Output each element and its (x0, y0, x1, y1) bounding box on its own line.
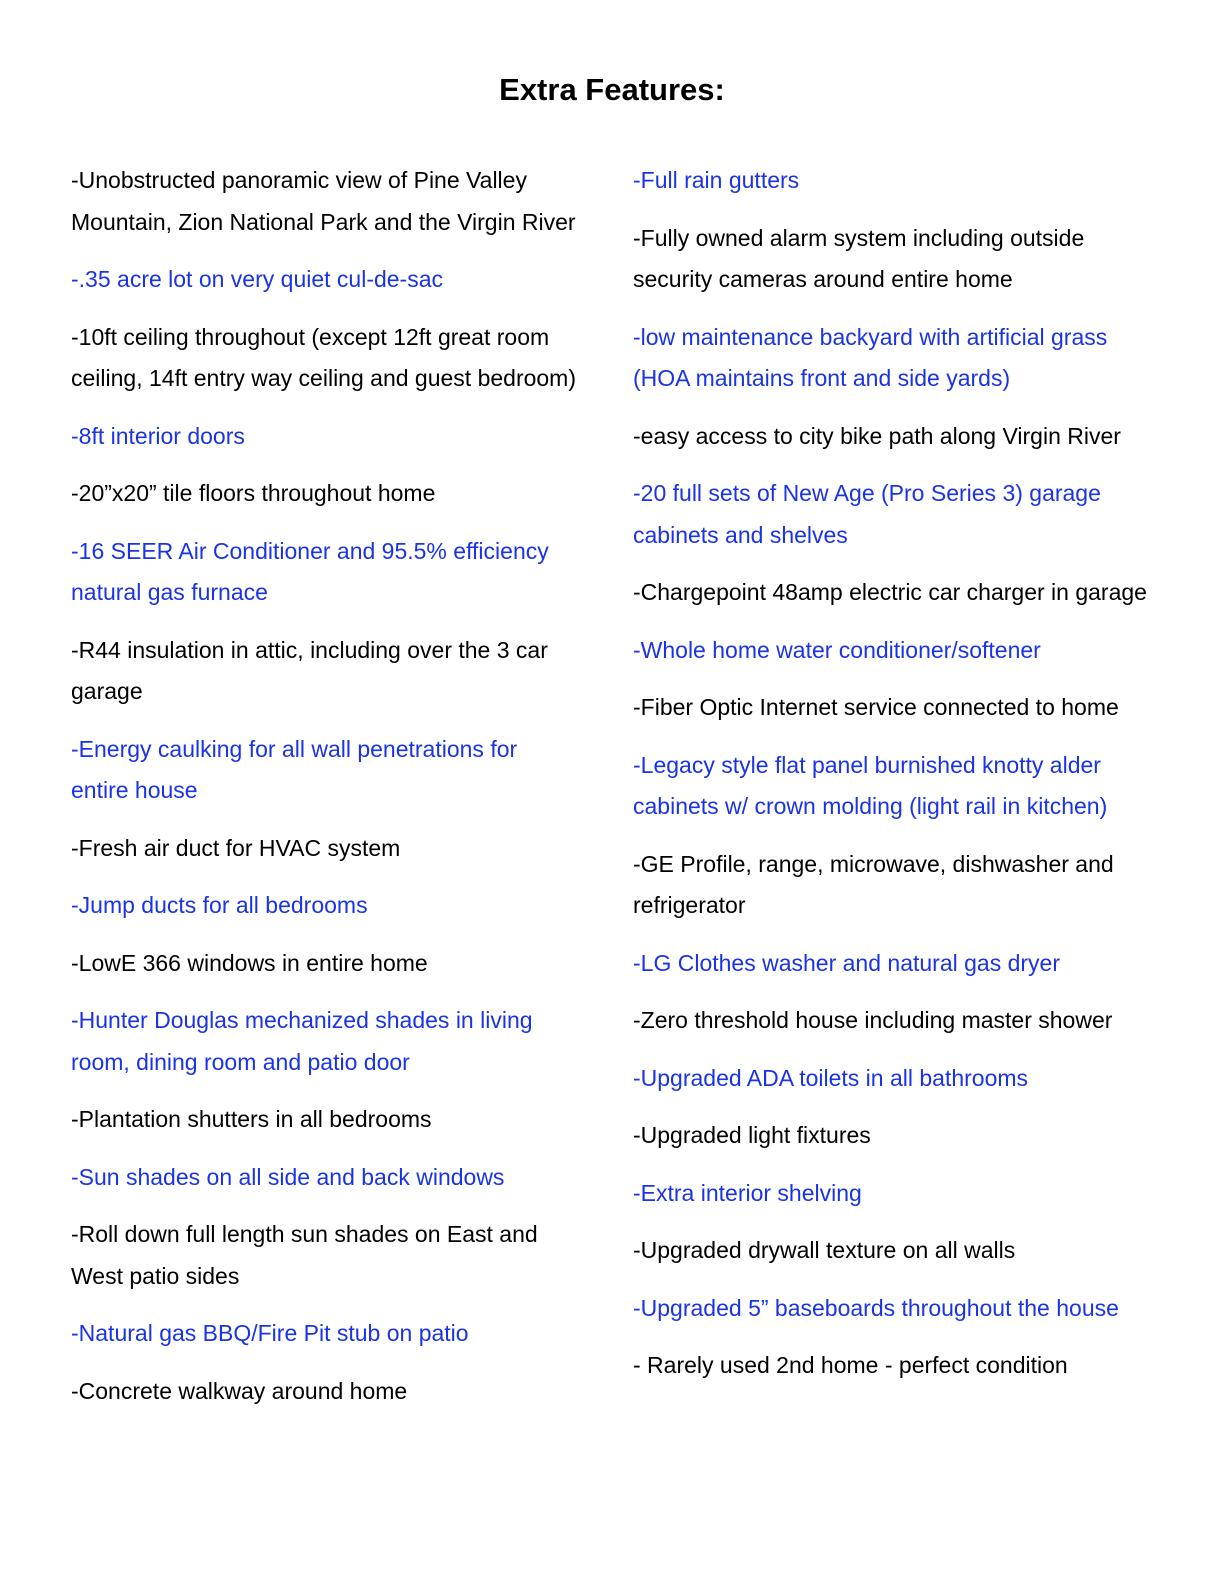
list-item: -Zero threshold house including master shower (633, 1007, 1113, 1033)
features-list-left (71, 160, 581, 1428)
list-item: -20”x20” tile floors throughout home (71, 480, 436, 506)
list-item: -Unobstructed panoramic view of Pine Valley Mountain, Zion National Park and the Virgin River (71, 167, 576, 235)
list-item: -16 SEER Air Conditioner and 95.5% efficiency natural gas furnace (71, 537, 549, 605)
list-item: -low maintenance backyard with artificial grass (HOA maintains front and side yards) (633, 323, 1108, 391)
list-item: -Concrete walkway around home (71, 1377, 408, 1404)
list-item: -Whole home water conditioner/softener (633, 636, 1041, 663)
list-item: -Full rain gutters (633, 167, 800, 193)
list-item: - Rarely used 2nd home - perfect condition (633, 1352, 1068, 1378)
list-item: -Hunter Douglas mechanized shades in living room, dining room and patio door (71, 1007, 533, 1075)
list-item: -Jump ducts for all bedrooms (71, 892, 368, 918)
list-item: -R44 insulation in attic, including over the 3 car garage (71, 636, 548, 704)
list-item: -GE Profile, range, microwave, dishwasher and refrigerator (633, 850, 1114, 918)
list-item: -10ft ceiling throughout (except 12ft great room ceiling, 14ft entry way ceiling and guest bedroom) (71, 323, 577, 391)
list-item: -Fresh air duct for HVAC system (71, 834, 401, 861)
list-item: -Sun shades on all side and back windows (71, 1163, 505, 1190)
page-title: Extra Features: (499, 72, 725, 107)
list-item: -Upgraded 5” baseboards throughout the house (633, 1294, 1119, 1321)
list-item: -LG Clothes washer and natural gas dryer (633, 949, 1060, 976)
list-item: -Extra interior shelving (633, 1179, 862, 1206)
list-item: -20 full sets of New Age (Pro Series 3) garage cabinets and shelves (633, 480, 1101, 548)
list-item: -Fiber Optic Internet service connected to home (633, 694, 1119, 720)
list-item: -Natural gas BBQ/Fire Pit stub on patio (71, 1320, 469, 1346)
list-item: -Energy caulking for all wall penetrations for entire house (71, 735, 518, 803)
list-item: -8ft interior doors (71, 422, 245, 449)
list-item: -Upgraded ADA toilets in all bathrooms (633, 1064, 1029, 1091)
list-item: -Chargepoint 48amp electric car charger in garage (633, 579, 1147, 605)
list-item: -Fully owned alarm system including outside security cameras around entire home (633, 224, 1085, 292)
list-item: -Legacy style flat panel burnished knotty alder cabinets w/ crown molding (light rail in kitchen) (633, 751, 1108, 819)
list-item: -.35 acre lot on very quiet cul-de-sac (71, 266, 444, 292)
list-item: -LowE 366 windows in entire home (71, 949, 428, 976)
list-item: -Upgraded light fixtures (633, 1122, 871, 1148)
list-item: -Roll down full length sun shades on East and West patio sides (71, 1221, 538, 1289)
list-item: -Plantation shutters in all bedrooms (71, 1106, 432, 1132)
features-list-right (633, 160, 1163, 1403)
list-item: -easy access to city bike path along Virgin River (633, 422, 1121, 449)
list-item: -Upgraded drywall texture on all walls (633, 1237, 1016, 1263)
